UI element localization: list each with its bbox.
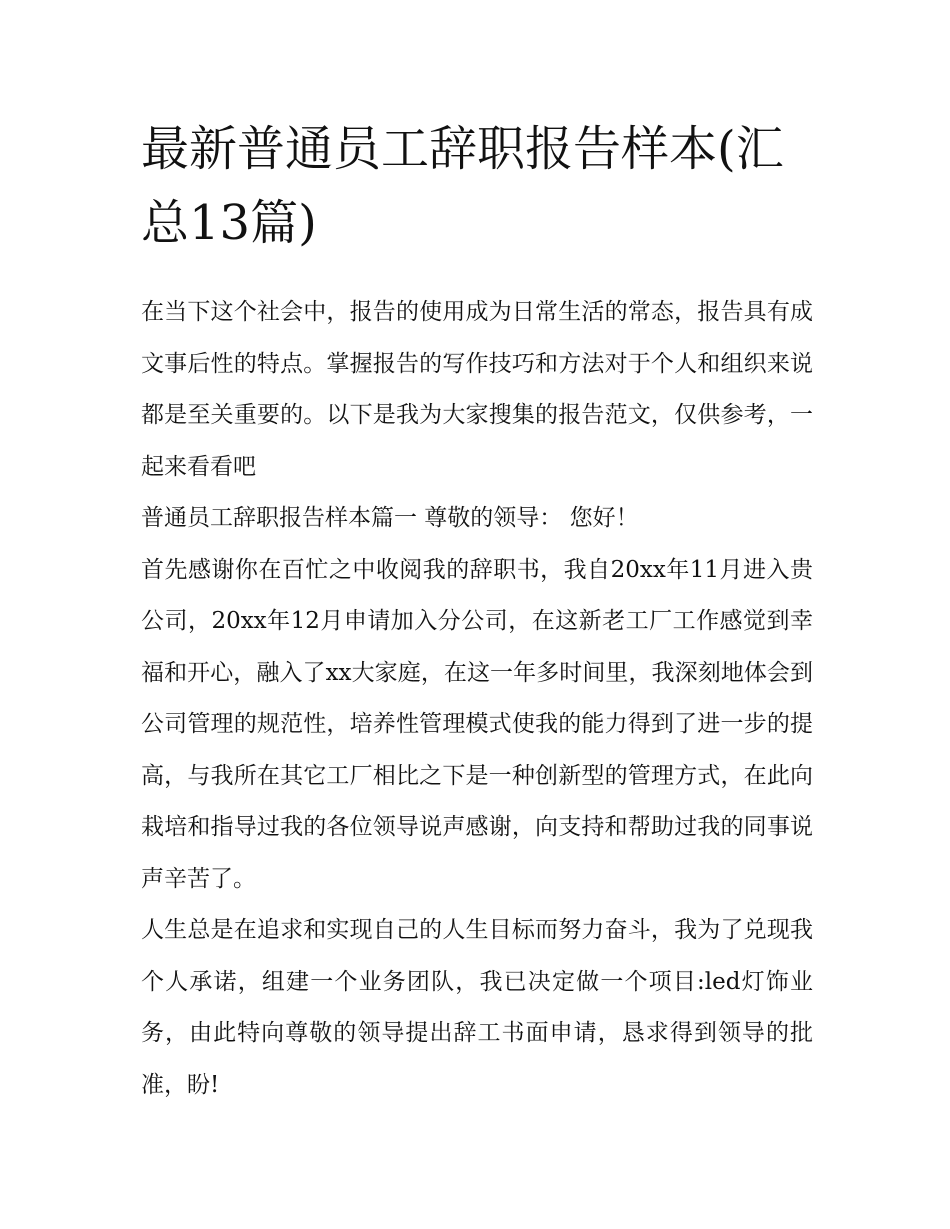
document-body	[141, 287, 813, 1111]
intro-paragraph: 在当下这个社会中，报告的使用成为日常生活的常态，报告具有成文事后性的特点。掌握报告的写作技巧和方法对于个人和组织来说都是至关重要的。以下是我为大家搜集的报告范文，仅供参考，一起来看看吧	[141, 299, 813, 480]
document-title: 最新普通员工辞职报告样本(汇总13篇)	[141, 121, 784, 251]
salutation-paragraph: 普通员工辞职报告样本篇一 尊敬的领导： 您好！	[141, 505, 639, 531]
document-content	[141, 112, 813, 1111]
body-paragraph-1: 首先感谢你在百忙之中收阅我的辞职书，我自20xx年11月进入贵公司，20xx年12月申请加入分公司，在这新老工厂工作感觉到幸福和开心，融入了xx大家庭，在这一年多时间里，我深刻地体会到公司管理的规范性，培养性管理模式使我的能力得到了进一步的提高，与我所在其它工厂相比之下是一种创新型的管理方式，在此向栽培和指导过我的各位领导说声感谢，向支持和帮助过我的同事说声辛苦了。	[141, 556, 813, 892]
body-paragraph-2: 人生总是在追求和实现自己的人生目标而努力奋斗，我为了兑现我个人承诺，组建一个业务团队，我已决定做一个项目:led灯饰业务，由此特向尊敬的领导提出辞工书面申请，恳求得到领导的批准，盼!	[141, 917, 813, 1098]
